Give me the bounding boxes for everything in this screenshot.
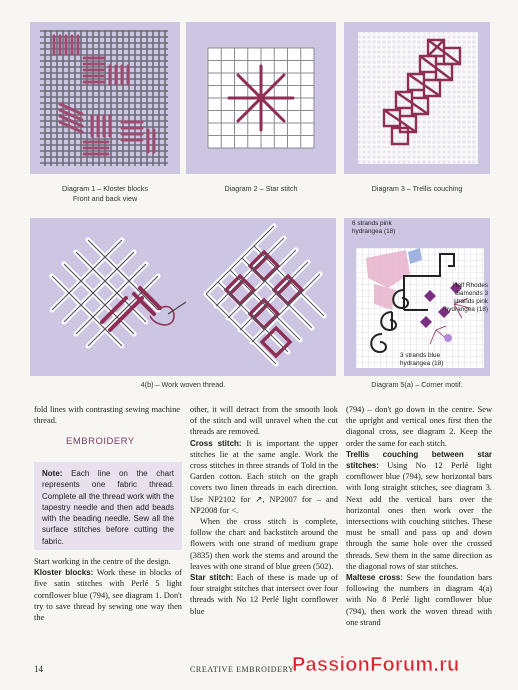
column-1-body <box>34 556 182 623</box>
col2-p1: other, it will detract from the smooth look of the stitch and will unravel when the cut threads are removed. <box>190 405 338 437</box>
label-half-rhodes-line3: strands pink <box>453 298 488 305</box>
diagram-4b-caption: 4(b) – Work woven thread. <box>140 380 226 389</box>
cross-stitch-text: It is important the upper stitches lie at the same angle. Work the cross stitches in three strands of Told in the Garden cotton. Each stitch on the graph covers two linen threads in each direction. Use NP2102 for ↗, NP2007 for – and NP2008 for <. <box>190 438 338 515</box>
label-pink-hydrangea <box>352 220 432 236</box>
diagram-1-caption <box>30 184 180 204</box>
diagram-1-panel <box>30 22 180 174</box>
watermark: PassionForum.ru <box>292 654 460 676</box>
column-3 <box>346 404 492 628</box>
label-pink-line1: 6 strands pink <box>352 220 392 227</box>
diagram-5a-caption: Diagram 5(a) – Corner motif. <box>371 380 463 389</box>
star-stitch-text: Each of these is made up of four straight stitches that intersect over four threads with No 12 Perlé light cornflower blue <box>190 573 338 616</box>
col2-p3: When the cross stitch is complete, follow the chart and backstitch around the flowers with one strand of medium grape (3835) then work the stems and around the leaves with one strand of blue green (502). <box>190 517 338 571</box>
star-stitch-label: Star stitch: <box>190 573 234 583</box>
column-1-intro <box>34 404 180 426</box>
cross-stitch-paragraph <box>190 438 338 516</box>
label-half-rhodes-line1: Half Rhodes <box>452 282 488 289</box>
note-text: Each line on the chart represents one fabric thread. Complete all the thread work with the tapestry needle and then add beads with the beading needle. Sew all the surface stitches before cutting the fabric. <box>42 469 174 546</box>
label-half-rhodes-line2: diamonds 3 <box>454 290 488 297</box>
column-2 <box>190 404 338 617</box>
label-blue-hydrangea <box>400 352 480 368</box>
start-text: Start working in the centre of the design. <box>34 557 171 566</box>
trellis-paragraph <box>346 449 492 572</box>
diagram-4b-panel <box>30 218 336 376</box>
note-box <box>34 462 182 550</box>
maltese-text: Sew the foundation bars following the numbers in diagram 4(a) with No 8 Perlé light cornflower blue (794), then work the woven thread with one strand <box>346 573 492 627</box>
diagram-1-caption-line1: Diagram 1 – Kloster blocks <box>62 184 148 193</box>
diagram-1-caption-line2: Front and back view <box>72 194 138 203</box>
label-half-rhodes <box>432 282 488 314</box>
star-stitch-illustration <box>186 22 336 174</box>
label-half-rhodes-line4: hydrangea (18) <box>444 306 488 313</box>
label-blue-line1: 3 strands blue <box>400 352 441 359</box>
trellis-label: Trellis couching between star stitches: <box>346 449 492 471</box>
star-stitch-paragraph <box>190 572 338 617</box>
diagram-5a-panel <box>344 218 490 376</box>
diagram-3-panel <box>344 22 490 174</box>
trellis-couching-illustration <box>344 22 490 174</box>
col3-p1: (794) – don't go down in the centre. Sew the upright and vertical ones first then the diagonal cross, see diagram 2. Keep the order the same for each stitch. <box>346 405 492 448</box>
trellis-text: Using No 12 Perlé light cornflower blue (794), sew horizontal bars with long straight stitches, see diagram 3. Next add the vertical bars over the horizontal ones then work over the intersections with couching stitches. These must be small and pass up and down through the same hole over the crossed threads. Sew them in the same direction as the diagonal rows of star stitches. <box>346 461 492 571</box>
cross-stitch-label: Cross stitch: <box>190 438 242 448</box>
diagram-3-caption: Diagram 3 – Trellis couching <box>371 184 463 193</box>
note-label: Note: <box>42 469 63 478</box>
label-blue-line2: hydrangea (18) <box>400 360 444 367</box>
maltese-label: Maltese cross: <box>346 573 404 583</box>
kloster-blocks-illustration <box>30 22 180 174</box>
maltese-paragraph <box>346 572 492 628</box>
diagram-2-panel <box>186 22 336 174</box>
kloster-label: Kloster blocks: <box>34 568 94 578</box>
diagram-2-caption: Diagram 2 – Star stitch <box>224 184 298 193</box>
kloster-text: Work these in blocks of five satin stitches with Perlé 5 light cornflower blue (794), see diagram 1. Don't try to save thread by sewing one way then the <box>34 568 182 623</box>
page-number: 14 <box>34 664 43 674</box>
kloster-paragraph <box>34 567 182 623</box>
magazine-name: CREATIVE EMBROIDERY <box>190 665 295 674</box>
woven-thread-illustration <box>30 218 336 376</box>
embroidery-heading: EMBROIDERY <box>66 436 135 447</box>
intro-text: fold lines with contrasting sewing machine thread. <box>34 405 180 426</box>
label-pink-line2: hydrangea (18) <box>352 228 396 235</box>
